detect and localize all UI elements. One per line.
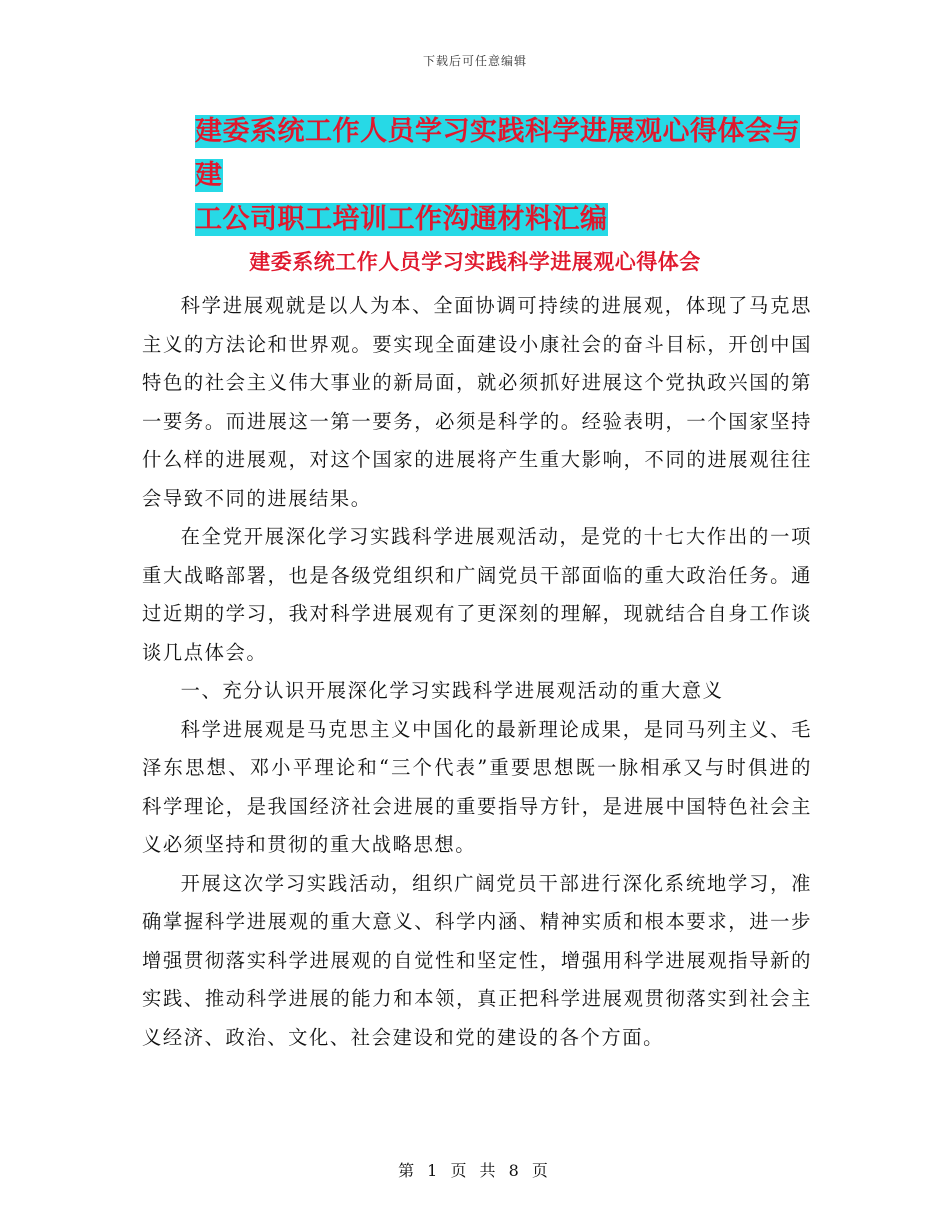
paragraph: 开展这次学习实践活动，组织广阔党员干部进行深化系统地学习，准确掌握科学进展观的重大意义、科学内涵、精神实质和根本要求，进一步增强贯彻落实科学进展观的自觉性和坚定性，增强用科学进展观指导新的实践、推动科学进展的能力和本领，真正把科学进展观贯彻落实到社会主义经济、政治、文化、社会建设和党的建设的各个方面。: [142, 871, 812, 1049]
subsection-heading: 一、充分认识开展深化学习实践科学进展观活动的重大意义: [180, 679, 724, 702]
body-text: [142, 287, 812, 1057]
paragraph: 在全党开展深化学习实践科学进展观活动，是党的十七大作出的一项重大战略部署，也是各级党组织和广阔党员干部面临的重大政治任务。通过近期的学习，我对科学进展观有了更深刻的理解，现就结合自身工作谈谈几点体会。: [142, 525, 812, 664]
paragraph: 科学进展观是马克思主义中国化的最新理论成果，是同马列主义、毛泽东思想、邓小平理论和“三个代表”重要思想既一脉相承又与时俱进的科学理论，是我国经济社会进展的重要指导方针，是进展中国特色社会主义必须坚持和贯彻的重大战略思想。: [142, 717, 812, 856]
title-line-2: 工公司职工培训工作沟通材料汇编: [195, 204, 608, 235]
page-number: 第 1 页 共 8 页: [398, 1161, 552, 1180]
page-header: 下载后可任意编辑: [422, 54, 527, 68]
paragraph: 科学进展观就是以人为本、全面协调可持续的进展观，体现了马克思主义的方法论和世界观。要实现全面建设小康社会的奋斗目标，开创中国特色的社会主义伟大事业的新局面，就必须抓好进展这个党执政兴国的第一要务。而进展这一第一要务，必须是科学的。经验表明，一个国家坚持什么样的进展观，对这个国家的进展将产生重大影响，不同的进展观往往会导致不同的进展结果。: [142, 294, 812, 510]
document-title: [195, 110, 820, 242]
section-heading: 建委系统工作人员学习实践科学进展观心得体会: [249, 250, 701, 274]
title-line-1: 建委系统工作人员学习实践科学进展观心得体会与建: [195, 116, 800, 191]
